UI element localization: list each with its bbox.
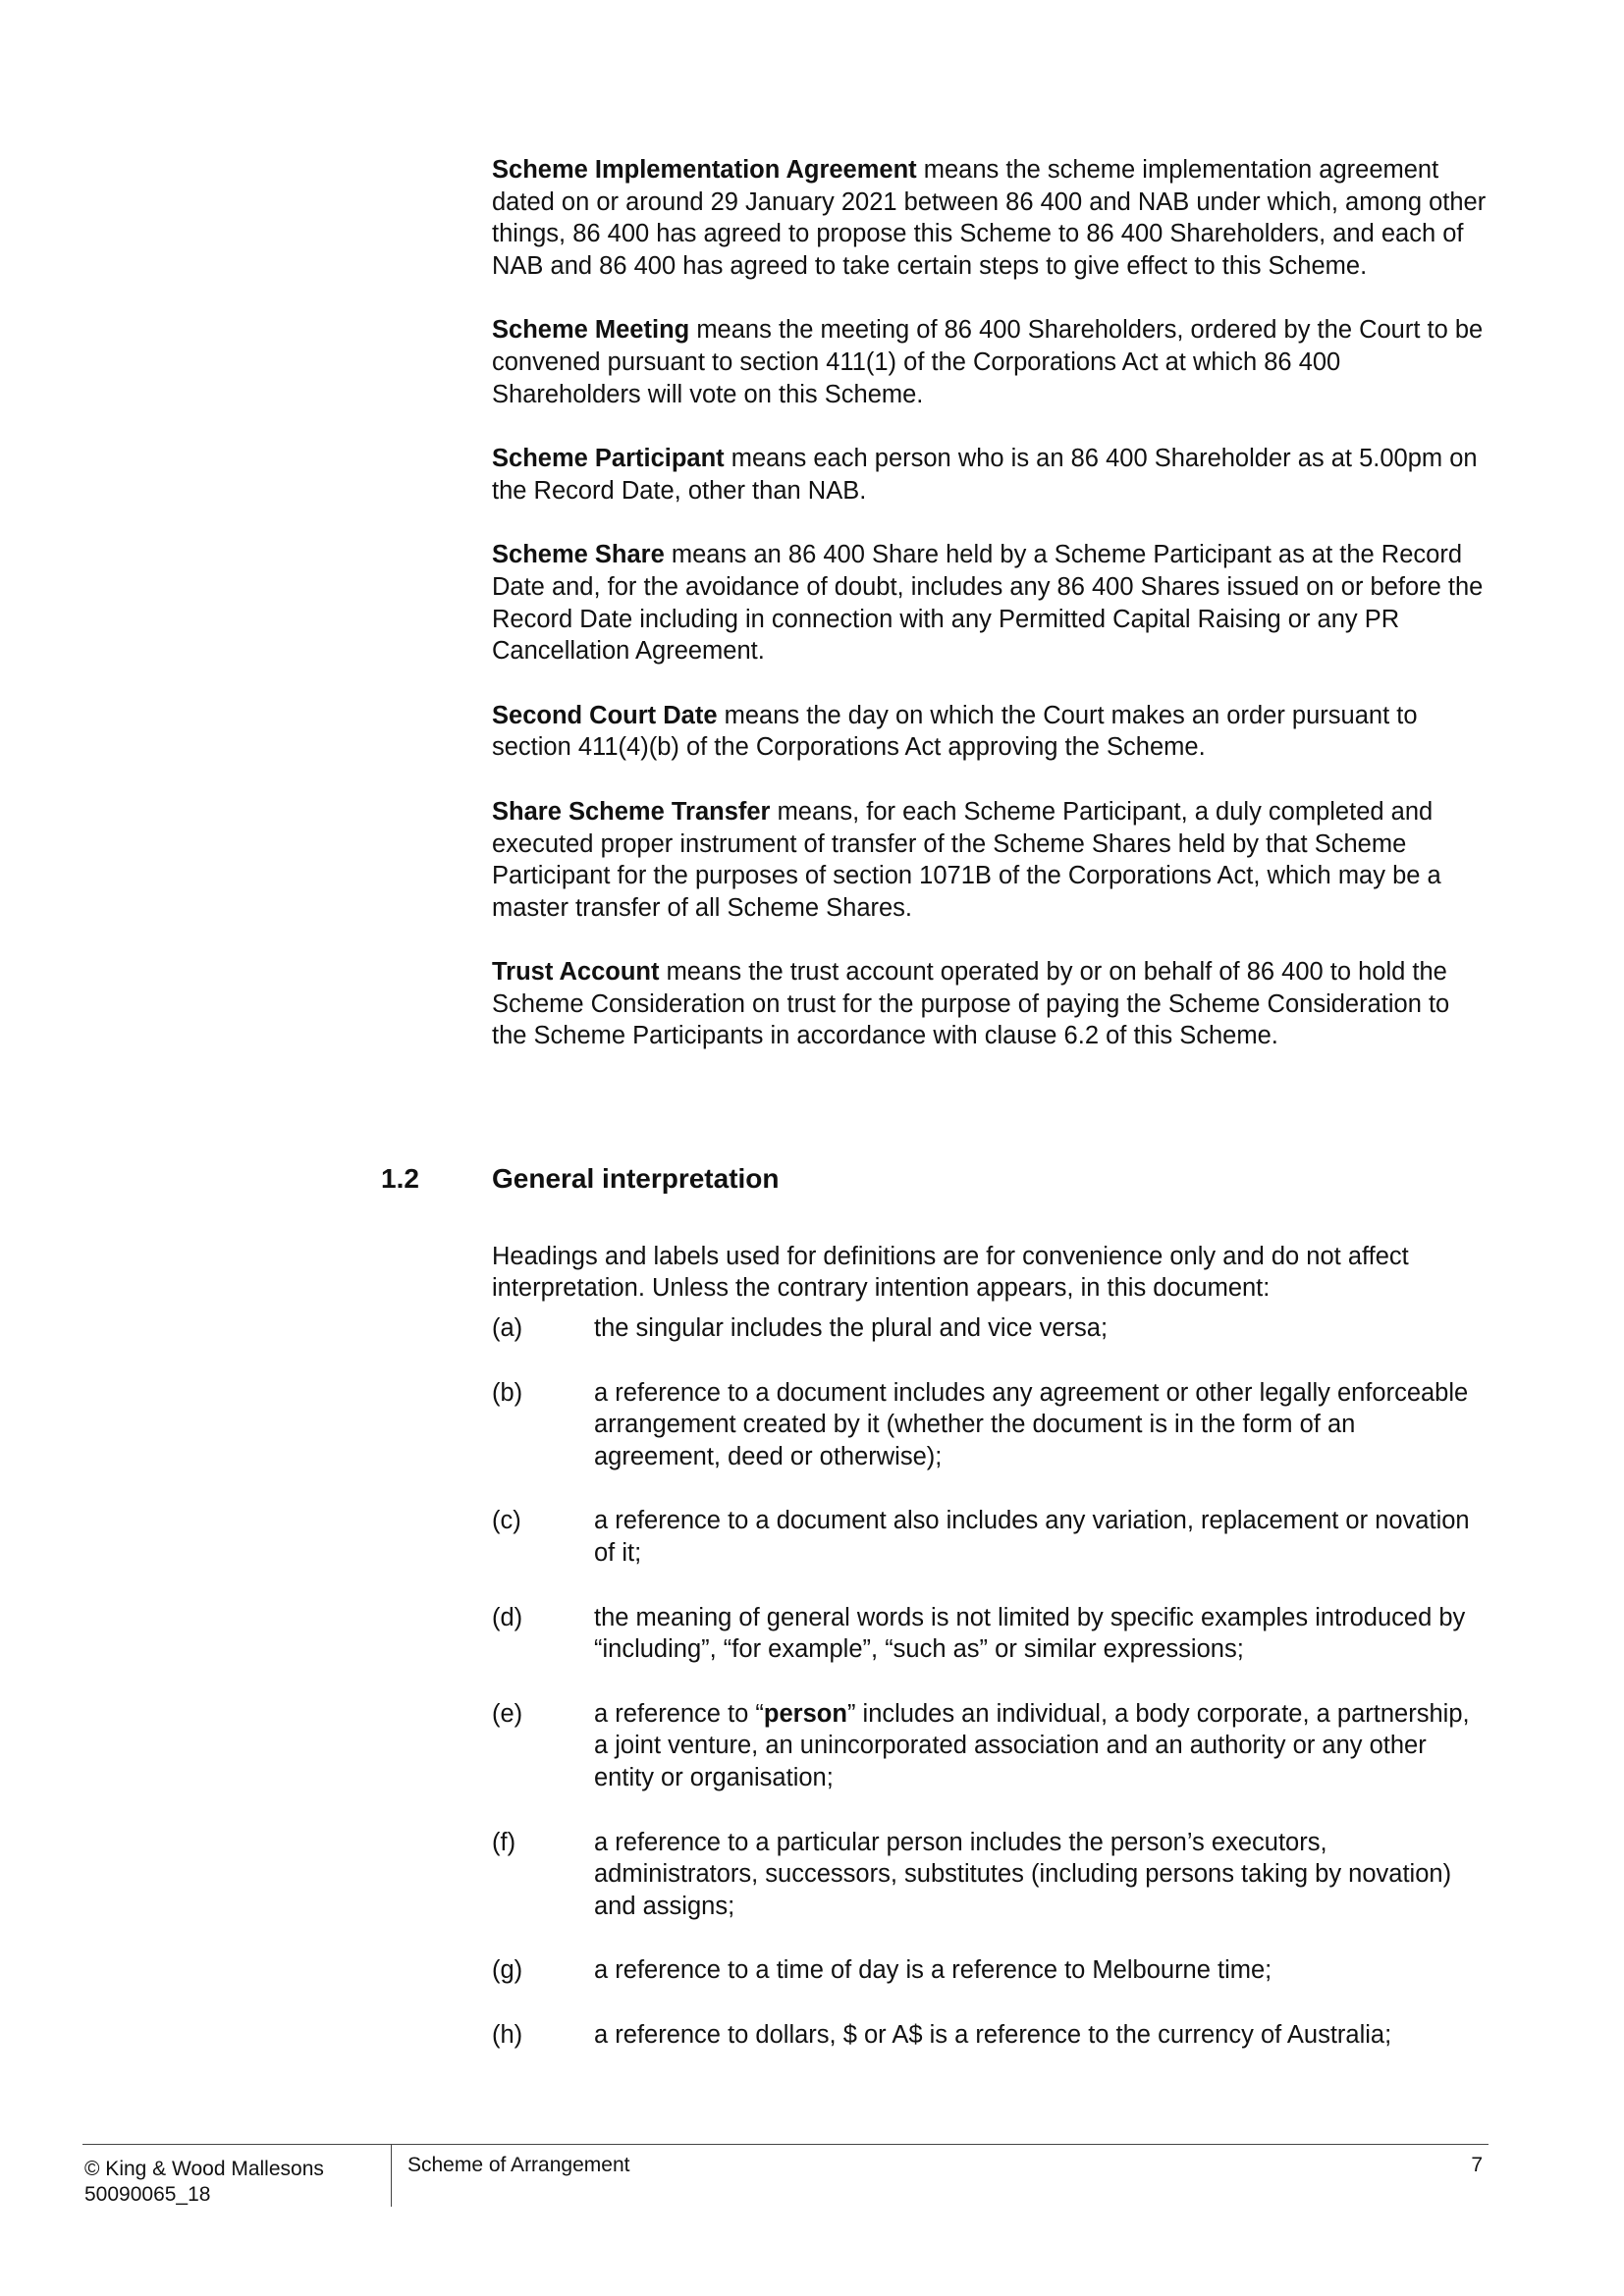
list-item-label: (f)	[492, 1828, 516, 1856]
interpretation-list	[492, 1312, 1489, 2084]
definition-term: Scheme Implementation Agreement	[492, 156, 917, 184]
definition-trust-account	[492, 956, 1489, 1052]
list-item	[492, 1377, 1489, 1473]
section-number: 1.2	[381, 1163, 419, 1194]
definition-term: Second Court Date	[492, 701, 718, 729]
definition-term: Scheme Meeting	[492, 316, 690, 345]
definition-term: Scheme Share	[492, 541, 665, 569]
list-item	[492, 1602, 1489, 1666]
definition-text: means the meeting of 86 400 Shareholders, ordered by the Court to be convened pursuant to section 411(1) of the Corporations Act at which 86 400 Shareholders will vote on this Scheme.	[492, 316, 1484, 408]
list-item-text: a reference to a document also includes any variation, replacement or novation of it;	[594, 1507, 1470, 1567]
section-intro: Headings and labels used for definitions are for convenience only and do not affect interpretation. Unless the contrary intention appears, in this document:	[492, 1242, 1409, 1303]
list-item-text-pre: a reference to “	[594, 1699, 764, 1728]
list-item	[492, 1954, 1489, 1987]
footer-left	[84, 2157, 324, 2208]
definition-scheme-meeting	[492, 314, 1489, 410]
list-item-text: a reference to a document includes any agreement or other legally enforceable arrangement created by it (whether the document is in the form of an agreement, deed or otherwise);	[594, 1378, 1469, 1470]
defined-term-person: person	[763, 1699, 847, 1728]
definition-term: Trust Account	[492, 958, 660, 987]
list-item-text-post: ” includes an individual, a body corporate, a partnership, a joint venture, an unincorporated association and an authority or any other entity or organisation;	[594, 1699, 1470, 1791]
list-item-text: a reference to a particular person includes the person’s executors, administrators, successors, substitutes (including persons taking by novation) and assigns;	[594, 1828, 1452, 1920]
definition-scheme-share	[492, 539, 1489, 667]
list-item	[492, 1312, 1489, 1345]
definition-text: means, for each Scheme Participant, a duly completed and executed proper instrument of transfer of the Scheme Shares held by that Scheme Participant for the purposes of section 1071B of the Corporations Act, which may be a master transfer of all Scheme Shares.	[492, 797, 1441, 922]
definition-text: means the day on which the Court makes an order pursuant to section 411(4)(b) of the Corporations Act approving the Scheme.	[492, 701, 1418, 762]
list-item	[492, 1505, 1489, 1569]
definition-term: Share Scheme Transfer	[492, 797, 771, 826]
list-item-label: (a)	[492, 1314, 523, 1342]
list-item-label: (h)	[492, 2020, 523, 2049]
definition-text: means each person who is an 86 400 Shareholder as at 5.00pm on the Record Date, other than NAB.	[492, 445, 1478, 505]
list-item	[492, 2019, 1489, 2052]
footer-doc-title: Scheme of Arrangement	[407, 2154, 630, 2176]
definition-term: Scheme Participant	[492, 445, 725, 473]
definition-scheme-participant	[492, 443, 1489, 507]
list-item-label: (g)	[492, 1956, 523, 1985]
footer-divider	[82, 2144, 1489, 2145]
list-item-text	[594, 1700, 1470, 1791]
list-item-label: (b)	[492, 1378, 523, 1407]
list-item-text: the meaning of general words is not limited by specific examples introduced by “including”, “for example”, “such as” or similar expressions;	[594, 1603, 1466, 1664]
list-item	[492, 1698, 1489, 1794]
definition-text: means the trust account operated by or on behalf of 86 400 to hold the Scheme Consideration on trust for the purpose of paying the Scheme Consideration to the Scheme Participants in accordance with clause 6.2 of this Scheme.	[492, 958, 1450, 1050]
list-item-text: a reference to a time of day is a reference to Melbourne time;	[594, 1956, 1272, 1985]
definition-text: means the scheme implementation agreement dated on or around 29 January 2021 between 86 400 and NAB under which, among other things, 86 400 has agreed to propose this Scheme to 86 400 Shareholders, and each of NAB and 86 400 has agreed to take certain steps to give effect to this Scheme.	[492, 156, 1487, 280]
list-item	[492, 1827, 1489, 1923]
list-item-label: (e)	[492, 1699, 523, 1728]
definition-share-scheme-transfer	[492, 796, 1489, 924]
list-item-label: (c)	[492, 1507, 521, 1535]
section-title: General interpretation	[492, 1163, 780, 1194]
list-item-label: (d)	[492, 1603, 523, 1631]
definition-second-court-date	[492, 700, 1489, 764]
page-number: 7	[1471, 2154, 1483, 2176]
definition-scheme-implementation-agreement	[492, 154, 1489, 282]
list-item-text: a reference to dollars, $ or A$ is a reference to the currency of Australia;	[594, 2020, 1392, 2049]
definitions-list	[492, 154, 1489, 1085]
footer-vertical-divider	[391, 2144, 392, 2207]
list-item-text: the singular includes the plural and vice versa;	[594, 1314, 1109, 1342]
definition-text: means an 86 400 Share held by a Scheme Participant as at the Record Date and, for the avoidance of doubt, includes any 86 400 Shares issued on or before the Record Date including in connection with any Permitted Capital Raising or any PR Cancellation Agreement.	[492, 541, 1484, 666]
footer-doc-id: 50090065_18	[84, 2183, 211, 2206]
footer-copyright: © King & Wood Mallesons	[84, 2158, 324, 2180]
